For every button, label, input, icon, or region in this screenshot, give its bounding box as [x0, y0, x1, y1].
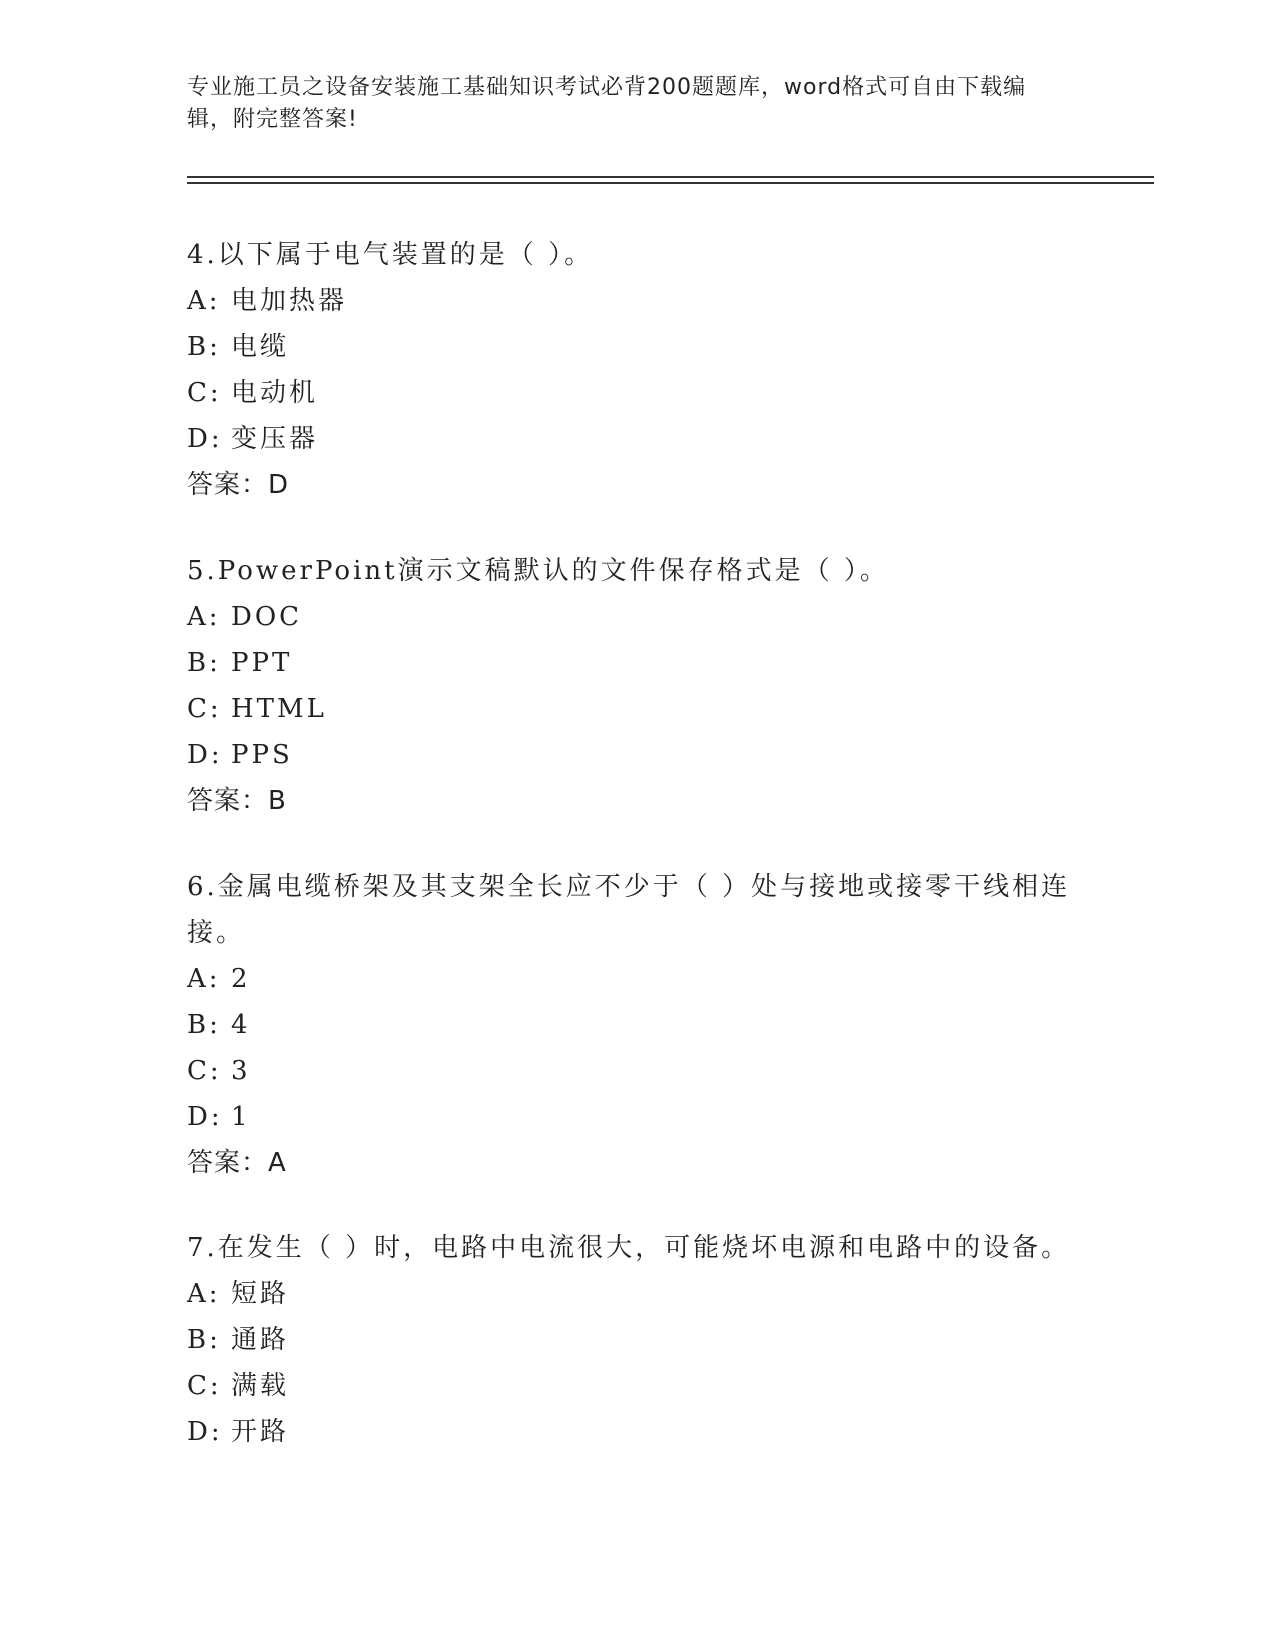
option-b — [187, 640, 1087, 686]
option-key: D: — [187, 424, 223, 454]
option-key: B: — [187, 1010, 221, 1040]
answer-label: 答案：D — [187, 470, 290, 500]
option-key: C: — [187, 694, 222, 724]
option-d — [187, 1409, 1087, 1455]
option-key: A: — [187, 286, 221, 316]
option-key: A: — [187, 964, 221, 994]
option-text: DOC — [231, 602, 303, 632]
option-text: 短路 — [231, 1279, 290, 1309]
option-text: 电加热器 — [231, 286, 348, 316]
option-c — [187, 370, 1087, 416]
option-a — [187, 956, 1087, 1002]
option-key: C: — [187, 378, 222, 408]
document-title: 专业施工员之设备安装施工基础知识考试必背200题题库，word格式可自由下载编辑，附完整答案! — [187, 75, 1027, 132]
question-block — [187, 864, 1087, 1186]
question-stem: 6.金属电缆桥架及其支架全长应不少于（ ）处与接地或接零干线相连接。 — [187, 872, 1071, 948]
option-text: 变压器 — [231, 424, 319, 454]
option-key: A: — [187, 602, 221, 632]
option-b — [187, 1002, 1087, 1048]
option-d — [187, 1094, 1087, 1140]
option-b — [187, 1317, 1087, 1363]
option-text: 电动机 — [231, 378, 319, 408]
option-a — [187, 278, 1087, 324]
option-text: HTML — [231, 694, 327, 724]
header-divider-bottom — [187, 182, 1154, 184]
option-text: PPS — [231, 740, 293, 770]
option-text: 满载 — [231, 1371, 290, 1401]
option-text: 开路 — [231, 1417, 290, 1447]
option-key: A: — [187, 1279, 221, 1309]
option-text: 4 — [231, 1010, 251, 1040]
question-block — [187, 1225, 1087, 1455]
option-a — [187, 1271, 1087, 1317]
option-key: B: — [187, 1325, 221, 1355]
question-stem: 5.PowerPoint演示文稿默认的文件保存格式是（ ）。 — [187, 556, 889, 586]
option-a — [187, 594, 1087, 640]
option-b — [187, 324, 1087, 370]
header-divider-top — [187, 176, 1154, 178]
option-text: 通路 — [231, 1325, 290, 1355]
answer-label: 答案：A — [187, 1148, 287, 1178]
option-text: 电缆 — [231, 332, 290, 362]
question-block — [187, 232, 1087, 508]
option-text: 1 — [231, 1102, 251, 1132]
answer-label: 答案：B — [187, 786, 287, 816]
option-key: D: — [187, 1417, 223, 1447]
option-key: D: — [187, 740, 223, 770]
option-key: C: — [187, 1371, 222, 1401]
option-key: C: — [187, 1056, 222, 1086]
option-key: B: — [187, 648, 221, 678]
option-c — [187, 686, 1087, 732]
option-text: 2 — [231, 964, 251, 994]
question-block — [187, 548, 1087, 824]
question-stem: 4.以下属于电气装置的是（ ）。 — [187, 240, 594, 270]
option-key: D: — [187, 1102, 223, 1132]
option-d — [187, 732, 1087, 778]
option-key: B: — [187, 332, 221, 362]
option-c — [187, 1048, 1087, 1094]
option-d — [187, 416, 1087, 462]
question-stem: 7.在发生（ ）时，电路中电流很大，可能烧坏电源和电路中的设备。 — [187, 1233, 1071, 1263]
option-text: 3 — [231, 1056, 251, 1086]
option-c — [187, 1363, 1087, 1409]
option-text: PPT — [231, 648, 293, 678]
